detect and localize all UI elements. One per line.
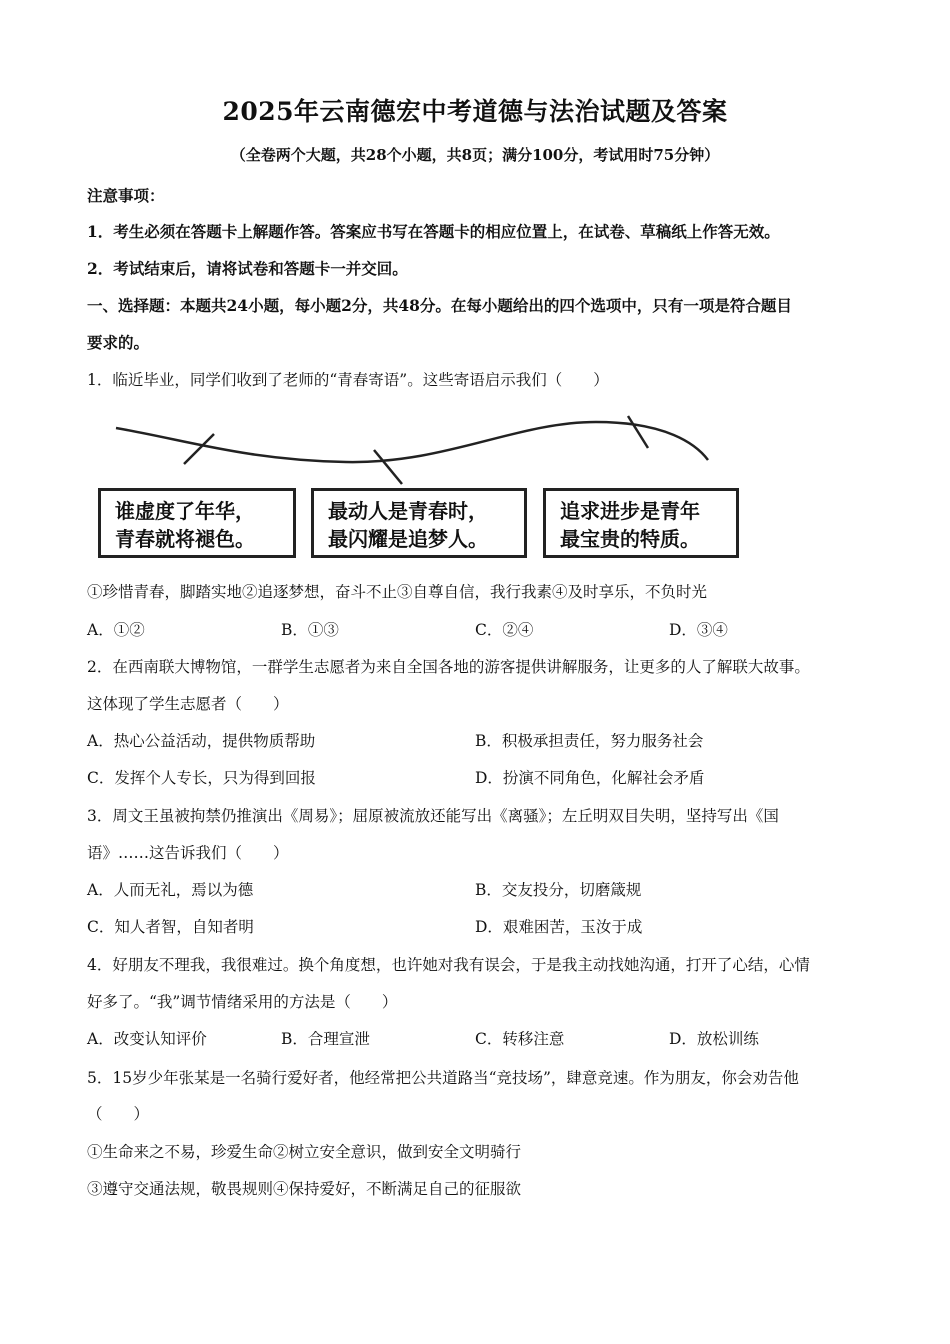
- q3-stem: 3．周文王虽被拘禁仍推演出《周易》；屈原被流放还能写出《离骚》；左丘明双目失明，坚持写出《国: [87, 807, 779, 825]
- q1-quote-1-line-2: 青春就将褪色。: [115, 527, 255, 551]
- notice-item-1: 1．考生必须在答题卡上解题作答。答案应书写在答题卡的相应位置上，在试卷、草稿纸上作答无效。: [87, 222, 780, 241]
- q2-option-c: C．发挥个人专长，只为得到回报: [87, 769, 316, 787]
- q1-stem: 1．临近毕业，同学们收到了老师的“青春寄语”。这些寄语启示我们（ ）: [87, 371, 609, 389]
- q3-option-d: D．艰难困苦，玉汝于成: [475, 918, 643, 936]
- q1-quote-box-3: [543, 488, 739, 558]
- q1-option-b: B．①③: [281, 621, 339, 639]
- q5-statement-2: ③遵守交通法规，敬畏规则④保持爱好，不断满足自己的征服欲: [87, 1180, 522, 1198]
- q5-stem-cont: （ ）: [87, 1105, 150, 1123]
- q3-option-c: C．知人者智，自知者明: [87, 918, 254, 936]
- exam-title: 2025年云南德宏中考道德与法治试题及答案: [222, 97, 728, 126]
- q5-statement-1: ①生命来之不易，珍爱生命②树立安全意识，做到安全文明骑行: [87, 1143, 522, 1161]
- q2-option-b: B．积极承担责任，努力服务社会: [475, 732, 704, 750]
- notice-heading: 注意事项：: [87, 186, 165, 205]
- q1-quote-2-line-2: 最闪耀是追梦人。: [328, 527, 488, 551]
- q1-quote-box-1: [98, 488, 296, 558]
- notice-item-2: 2．考试结束后，请将试卷和答题卡一并交回。: [87, 259, 408, 278]
- q1-statements: ①珍惜青春，脚踏实地②追逐梦想，奋斗不止③自尊自信，我行我素④及时享乐，不负时光: [87, 583, 708, 601]
- q3-stem-cont: 语》……这告诉我们（ ）: [87, 844, 289, 862]
- q1-quote-3-line-1: 追求进步是青年: [560, 499, 700, 523]
- q2-stem-cont: 这体现了学生志愿者（ ）: [87, 695, 289, 713]
- q3-option-b: B．交友投分，切磨箴规: [475, 881, 642, 899]
- q4-option-a: A．改变认知评价: [87, 1030, 207, 1048]
- q1-quote-box-2: [311, 488, 527, 558]
- q2-option-d: D．扮演不同角色，化解社会矛盾: [475, 769, 705, 787]
- section-1-heading-cont: 要求的。: [87, 333, 150, 352]
- q5-stem: 5．15岁少年张某是一名骑行爱好者，他经常把公共道路当“竞技场”，肆意竞速。作为朋友，你会劝告他: [87, 1069, 799, 1087]
- exam-subtitle: （全卷两个大题，共28个小题，共8页；满分100分，考试用时75分钟）: [230, 146, 720, 164]
- q2-stem: 2．在西南联大博物馆，一群学生志愿者为来自全国各地的游客提供讲解服务，让更多的人了解联大故事。: [87, 658, 810, 676]
- q2-option-a: A．热心公益活动，提供物质帮助: [87, 732, 316, 750]
- q1-option-a: A．①②: [87, 621, 145, 639]
- q1-option-c: C．②④: [475, 621, 534, 639]
- q4-stem-cont: 好多了。“我”调节情绪采用的方法是（ ）: [87, 993, 398, 1011]
- q1-option-d: D．③④: [669, 621, 728, 639]
- q1-quote-1-line-1: 谁虚度了年华，: [115, 499, 255, 523]
- section-1-heading: 一、选择题：本题共24小题，每小题2分，共48分。在每小题给出的四个选项中，只有一项是符合题目: [87, 296, 792, 315]
- q4-option-b: B．合理宣泄: [281, 1030, 370, 1048]
- q1-quote-2-line-1: 最动人是青春时，: [328, 499, 488, 523]
- q3-option-a: A．人而无礼，焉以为德: [87, 881, 254, 899]
- q4-stem: 4．好朋友不理我，我很难过。换个角度想，也许她对我有误会，于是我主动找她沟通，打开了心结，心情: [87, 956, 810, 974]
- q1-figure: [96, 412, 746, 564]
- q4-option-d: D．放松训练: [669, 1030, 759, 1048]
- q4-option-c: C．转移注意: [475, 1030, 565, 1048]
- q1-quote-3-line-2: 最宝贵的特质。: [560, 527, 700, 551]
